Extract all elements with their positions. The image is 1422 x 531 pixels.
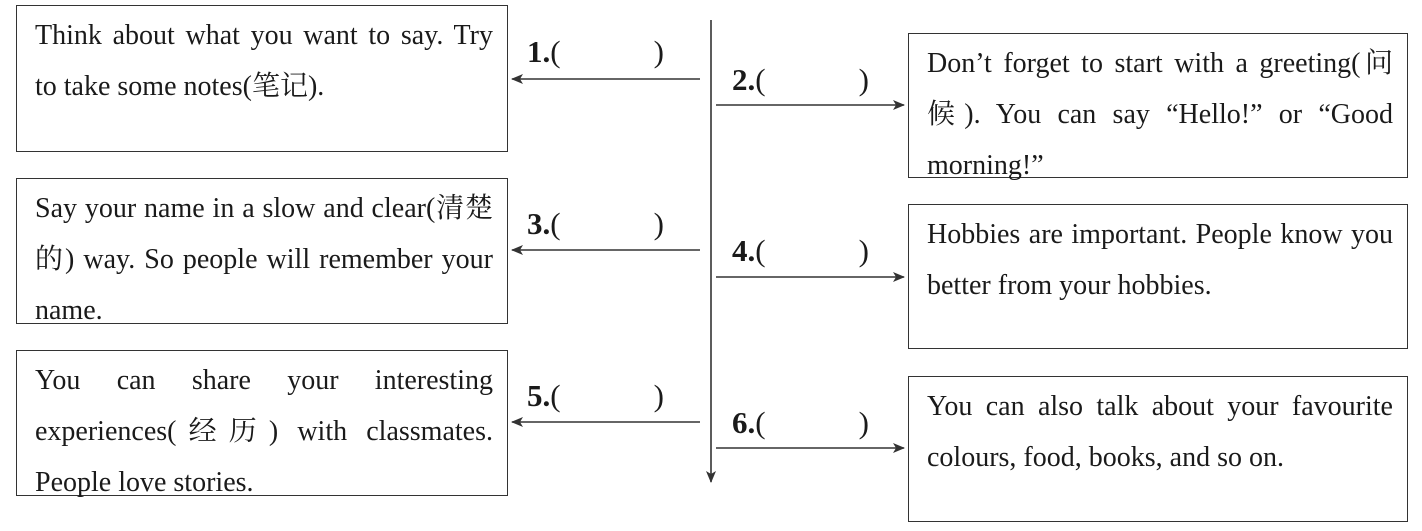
tip-box-1: Think about what you want to say. Try to take some notes(笔记). [16, 5, 508, 152]
tip-box-2: Don’t forget to start with a greeting(问候). You can say “Hello!” or “Good morning!” [908, 33, 1408, 178]
item-1-number: 1. [527, 34, 551, 69]
item-2-number: 2. [732, 62, 756, 97]
tip-box-4: Hobbies are important. People know you better from your hobbies. [908, 204, 1408, 349]
item-6-blank[interactable]: ( ) [755, 405, 869, 440]
item-4-number: 4. [732, 233, 756, 268]
item-5-number: 5. [527, 378, 551, 413]
tip-box-5: You can share your interesting experiences(经历) with classmates. People love stories. [16, 350, 508, 496]
item-6-number: 6. [732, 405, 756, 440]
item-3-number: 3. [527, 206, 551, 241]
tip-box-6: You can also talk about your favourite colours, food, books, and so on. [908, 376, 1408, 522]
item-4-blank[interactable]: ( ) [755, 233, 869, 268]
item-1-blank[interactable]: ( ) [550, 34, 664, 69]
item-3-blank[interactable]: ( ) [550, 206, 664, 241]
item-2-blank[interactable]: ( ) [755, 62, 869, 97]
tip-box-3: Say your name in a slow and clear(清楚的) way. So people will remember your name. [16, 178, 508, 324]
item-5-blank[interactable]: ( ) [550, 378, 664, 413]
